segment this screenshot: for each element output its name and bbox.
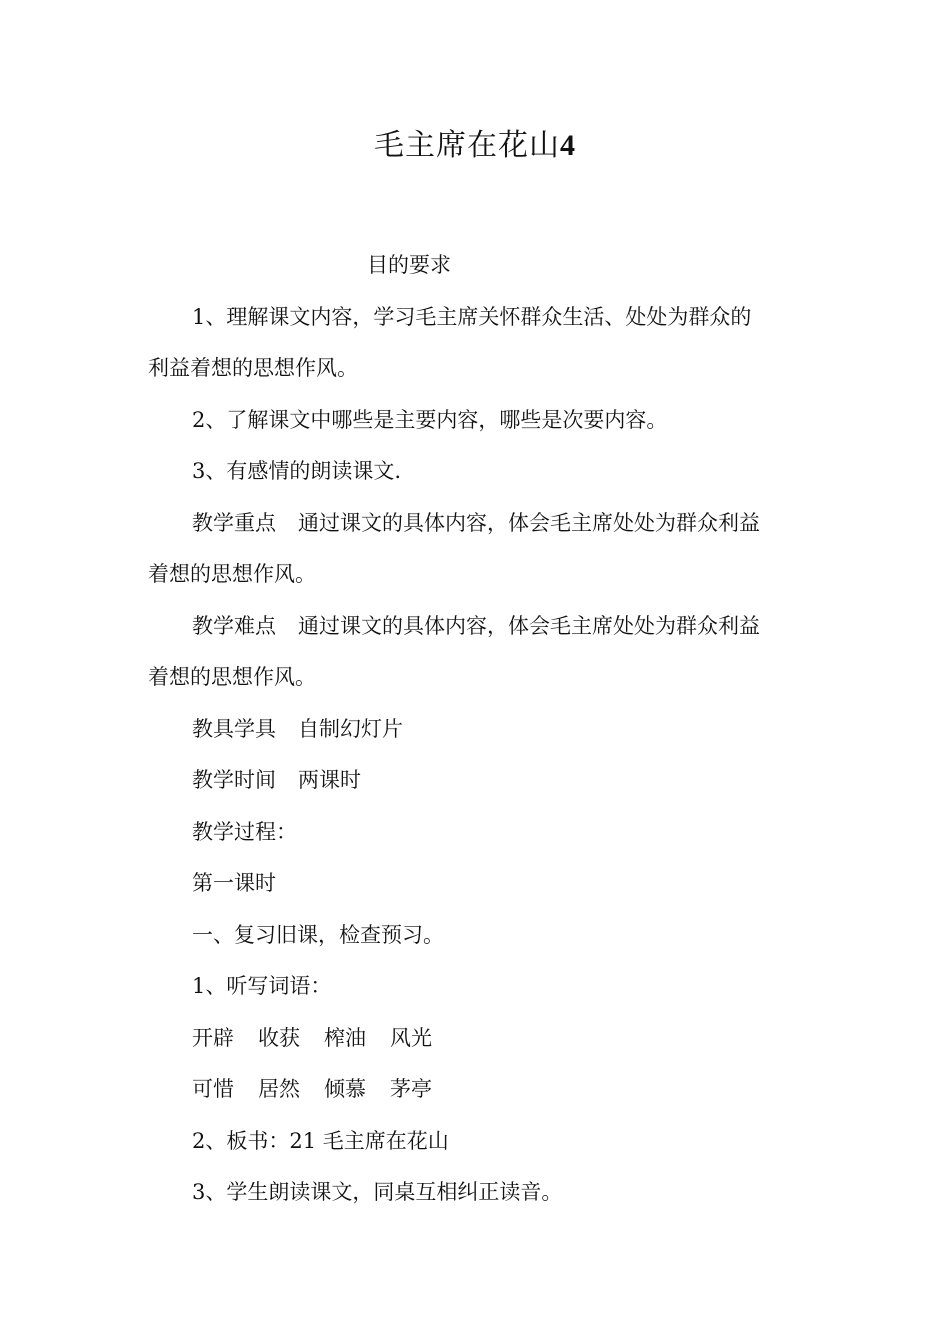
teaching-tools-text: 自制幻灯片 bbox=[298, 716, 403, 741]
word: 开辟 bbox=[192, 1025, 234, 1050]
word: 茅亭 bbox=[390, 1077, 432, 1101]
words-row-2 bbox=[148, 1064, 808, 1116]
teaching-time-text: 两课时 bbox=[298, 768, 361, 792]
reading-activity: 3、学生朗读课文，同桌互相纠正读音。 bbox=[192, 1180, 563, 1204]
teaching-key-label: 教学重点 bbox=[192, 510, 276, 535]
document-body bbox=[148, 240, 808, 1219]
teaching-time bbox=[148, 755, 808, 807]
goals-heading: 目的要求 bbox=[367, 253, 451, 277]
teaching-key-line-2: 着想的思想作风。 bbox=[148, 562, 316, 586]
word: 可惜 bbox=[192, 1077, 234, 1101]
teaching-tools bbox=[148, 704, 808, 756]
document-title bbox=[0, 124, 950, 168]
word: 收获 bbox=[258, 1025, 300, 1050]
dictation-heading: 1、听写词语： bbox=[192, 974, 332, 998]
lesson-one-heading: 第一课时 bbox=[192, 871, 276, 895]
word: 居然 bbox=[258, 1077, 300, 1101]
step-one-heading: 一、复习旧课，检查预习。 bbox=[192, 922, 444, 947]
title-number: 4 bbox=[560, 129, 576, 162]
word: 倾慕 bbox=[324, 1077, 366, 1101]
words-row-1 bbox=[148, 1013, 808, 1065]
word: 风光 bbox=[390, 1025, 432, 1050]
teaching-key-line-1 bbox=[148, 498, 808, 550]
teaching-key-text: 通过课文的具体内容，体会毛主席处处为群众利益 bbox=[298, 510, 760, 535]
teaching-tools-label: 教具学具 bbox=[192, 716, 276, 741]
word: 榨油 bbox=[324, 1025, 366, 1050]
board-writing: 2、板书：21 毛主席在花山 bbox=[192, 1128, 449, 1153]
goal-3: 3、有感情的朗读课文. bbox=[192, 459, 402, 483]
teaching-difficulty-line-1 bbox=[148, 601, 808, 653]
goal-1-line-2: 利益着想的思想作风。 bbox=[148, 356, 358, 380]
goal-1-line-1: 1、理解课文内容，学习毛主席关怀群众生活、处处为群众的 bbox=[192, 304, 752, 329]
teaching-time-label: 教学时间 bbox=[192, 768, 276, 792]
title-text: 毛主席在花山 bbox=[374, 128, 560, 163]
goal-2: 2、了解课文中哪些是主要内容，哪些是次要内容。 bbox=[192, 407, 668, 432]
teaching-difficulty-text: 通过课文的具体内容，体会毛主席处处为群众利益 bbox=[298, 613, 760, 638]
teaching-difficulty-label: 教学难点 bbox=[192, 613, 276, 638]
teaching-difficulty-line-2: 着想的思想作风。 bbox=[148, 665, 316, 689]
teaching-process-label: 教学过程： bbox=[192, 819, 297, 844]
